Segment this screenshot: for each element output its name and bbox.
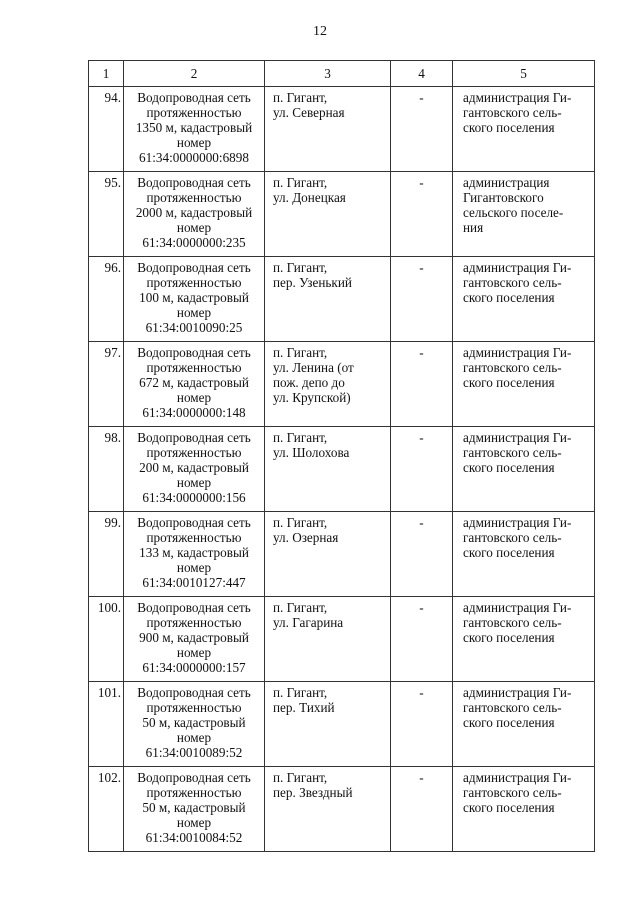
description-line: Водопроводная сеть: [137, 515, 251, 530]
description-line: номер: [176, 390, 212, 405]
column-header: 5: [453, 61, 595, 87]
description-line: номер: [176, 475, 212, 490]
location-line: ул. Северная: [273, 105, 345, 120]
row-number: 99.: [89, 512, 124, 597]
column-4-value: -: [391, 597, 453, 682]
table-row: [89, 257, 595, 342]
description-line: 61:34:0000000:148: [142, 405, 246, 420]
description-line: протяженностью: [146, 445, 242, 460]
description-line: номер: [176, 135, 212, 150]
owner-name: [453, 512, 595, 597]
owner-line: ского поселения: [463, 290, 555, 305]
description-line: номер: [176, 645, 212, 660]
description-line: номер: [176, 815, 212, 830]
owner-line: ского поселения: [463, 120, 555, 135]
owner-line: гантовского сель-: [463, 360, 562, 375]
column-4-value: -: [391, 427, 453, 512]
object-description: [124, 597, 265, 682]
object-description: [124, 87, 265, 172]
description-line: 61:34:0010084:52: [145, 830, 243, 845]
table-row: [89, 767, 595, 852]
owner-line: гантовского сель-: [463, 785, 562, 800]
description-line: Водопроводная сеть: [137, 175, 251, 190]
table-row: [89, 682, 595, 767]
description-line: протяженностью: [146, 530, 242, 545]
location-line: пер. Узенький: [273, 275, 352, 290]
owner-line: гантовского сель-: [463, 445, 562, 460]
object-location: [265, 427, 391, 512]
owner-name: [453, 682, 595, 767]
row-number: 96.: [89, 257, 124, 342]
owner-line: гантовского сель-: [463, 530, 562, 545]
location-line: ул. Шолохова: [273, 445, 350, 460]
description-line: протяженностью: [146, 700, 242, 715]
location-line: п. Гигант,: [273, 345, 328, 360]
owner-name: [453, 342, 595, 427]
table-row: [89, 172, 595, 257]
description-line: 900 м, кадастровый: [139, 630, 249, 645]
column-header: 2: [124, 61, 265, 87]
description-line: номер: [176, 305, 212, 320]
description-line: 1350 м, кадастровый: [135, 120, 253, 135]
description-line: Водопроводная сеть: [137, 685, 251, 700]
owner-name: [453, 427, 595, 512]
description-line: 61:34:0010089:52: [145, 745, 243, 760]
column-4-value: -: [391, 512, 453, 597]
description-line: 200 м, кадастровый: [139, 460, 249, 475]
object-description: [124, 427, 265, 512]
owner-line: ского поселения: [463, 375, 555, 390]
object-location: [265, 87, 391, 172]
object-description: [124, 767, 265, 852]
row-number: 102.: [89, 767, 124, 852]
object-location: [265, 172, 391, 257]
owner-line: администрация Ги-: [463, 770, 572, 785]
object-description: [124, 512, 265, 597]
column-4-value: -: [391, 87, 453, 172]
object-location: [265, 682, 391, 767]
description-line: 61:34:0010127:447: [142, 575, 246, 590]
description-line: 50 м, кадастровый: [142, 800, 246, 815]
owner-name: [453, 87, 595, 172]
owner-line: администрация Ги-: [463, 515, 572, 530]
owner-line: ского поселения: [463, 715, 555, 730]
owner-line: ского поселения: [463, 800, 555, 815]
description-line: 61:34:0000000:235: [142, 235, 246, 250]
owner-line: сельского поселе-: [463, 205, 564, 220]
owner-line: ния: [463, 220, 484, 235]
description-line: протяженностью: [146, 275, 242, 290]
owner-line: администрация Ги-: [463, 345, 572, 360]
description-line: 50 м, кадастровый: [142, 715, 246, 730]
object-location: [265, 767, 391, 852]
owner-line: ского поселения: [463, 460, 555, 475]
owner-line: администрация Ги-: [463, 90, 572, 105]
row-number: 98.: [89, 427, 124, 512]
row-number: 101.: [89, 682, 124, 767]
column-header: 3: [265, 61, 391, 87]
owner-line: Гигантовского: [463, 190, 544, 205]
location-line: ул. Гагарина: [273, 615, 344, 630]
owner-line: ского поселения: [463, 630, 555, 645]
description-line: 672 м, кадастровый: [139, 375, 249, 390]
row-number: 100.: [89, 597, 124, 682]
description-line: 61:34:0000000:156: [142, 490, 246, 505]
row-number: 95.: [89, 172, 124, 257]
location-line: п. Гигант,: [273, 600, 328, 615]
description-line: 61:34:0010090:25: [145, 320, 243, 335]
table-row: [89, 512, 595, 597]
table-row: [89, 427, 595, 512]
location-line: ул. Ленина (от: [273, 360, 354, 375]
owner-line: администрация Ги-: [463, 430, 572, 445]
location-line: п. Гигант,: [273, 90, 328, 105]
table-row: [89, 597, 595, 682]
object-description: [124, 342, 265, 427]
column-4-value: -: [391, 257, 453, 342]
description-line: протяженностью: [146, 190, 242, 205]
location-line: п. Гигант,: [273, 515, 328, 530]
location-line: п. Гигант,: [273, 770, 328, 785]
object-description: [124, 257, 265, 342]
object-location: [265, 512, 391, 597]
row-number: 94.: [89, 87, 124, 172]
description-line: протяженностью: [146, 105, 242, 120]
description-line: 133 м, кадастровый: [139, 545, 249, 560]
header-row: [89, 61, 595, 87]
owner-line: гантовского сель-: [463, 275, 562, 290]
owner-line: гантовского сель-: [463, 700, 562, 715]
description-line: Водопроводная сеть: [137, 90, 251, 105]
owner-line: ского поселения: [463, 545, 555, 560]
description-line: протяженностью: [146, 615, 242, 630]
table-body: [89, 87, 595, 852]
owner-name: [453, 172, 595, 257]
column-header: 4: [391, 61, 453, 87]
location-line: ул. Крупской): [273, 390, 351, 405]
location-line: ул. Донецкая: [273, 190, 346, 205]
description-line: номер: [176, 560, 212, 575]
owner-line: администрация Ги-: [463, 600, 572, 615]
object-location: [265, 597, 391, 682]
owner-name: [453, 767, 595, 852]
column-4-value: -: [391, 172, 453, 257]
object-location: [265, 342, 391, 427]
description-line: номер: [176, 730, 212, 745]
owner-name: [453, 257, 595, 342]
location-line: пер. Тихий: [273, 700, 335, 715]
description-line: 2000 м, кадастровый: [135, 205, 253, 220]
description-line: Водопроводная сеть: [137, 345, 251, 360]
description-line: 61:34:0000000:6898: [139, 150, 249, 165]
description-line: номер: [176, 220, 212, 235]
location-line: п. Гигант,: [273, 175, 328, 190]
location-line: пер. Звездный: [273, 785, 353, 800]
column-4-value: -: [391, 682, 453, 767]
description-line: Водопроводная сеть: [137, 260, 251, 275]
owner-name: [453, 597, 595, 682]
description-line: Водопроводная сеть: [137, 430, 251, 445]
owner-line: администрация: [463, 175, 550, 190]
owner-line: гантовского сель-: [463, 105, 562, 120]
column-4-value: -: [391, 767, 453, 852]
object-description: [124, 682, 265, 767]
column-4-value: -: [391, 342, 453, 427]
owner-line: администрация Ги-: [463, 260, 572, 275]
description-line: протяженностью: [146, 360, 242, 375]
description-line: 100 м, кадастровый: [139, 290, 249, 305]
column-header: 1: [89, 61, 124, 87]
description-line: 61:34:0000000:157: [142, 660, 246, 675]
table-row: [89, 87, 595, 172]
description-line: Водопроводная сеть: [137, 770, 251, 785]
location-line: ул. Озерная: [273, 530, 339, 545]
description-line: Водопроводная сеть: [137, 600, 251, 615]
location-line: п. Гигант,: [273, 260, 328, 275]
description-line: протяженностью: [146, 785, 242, 800]
object-description: [124, 172, 265, 257]
row-number: 97.: [89, 342, 124, 427]
location-line: п. Гигант,: [273, 685, 328, 700]
owner-line: администрация Ги-: [463, 685, 572, 700]
object-location: [265, 257, 391, 342]
location-line: пож. депо до: [273, 375, 345, 390]
table-row: [89, 342, 595, 427]
property-table: [88, 60, 595, 852]
location-line: п. Гигант,: [273, 430, 328, 445]
owner-line: гантовского сель-: [463, 615, 562, 630]
page-number: 12: [313, 24, 327, 39]
